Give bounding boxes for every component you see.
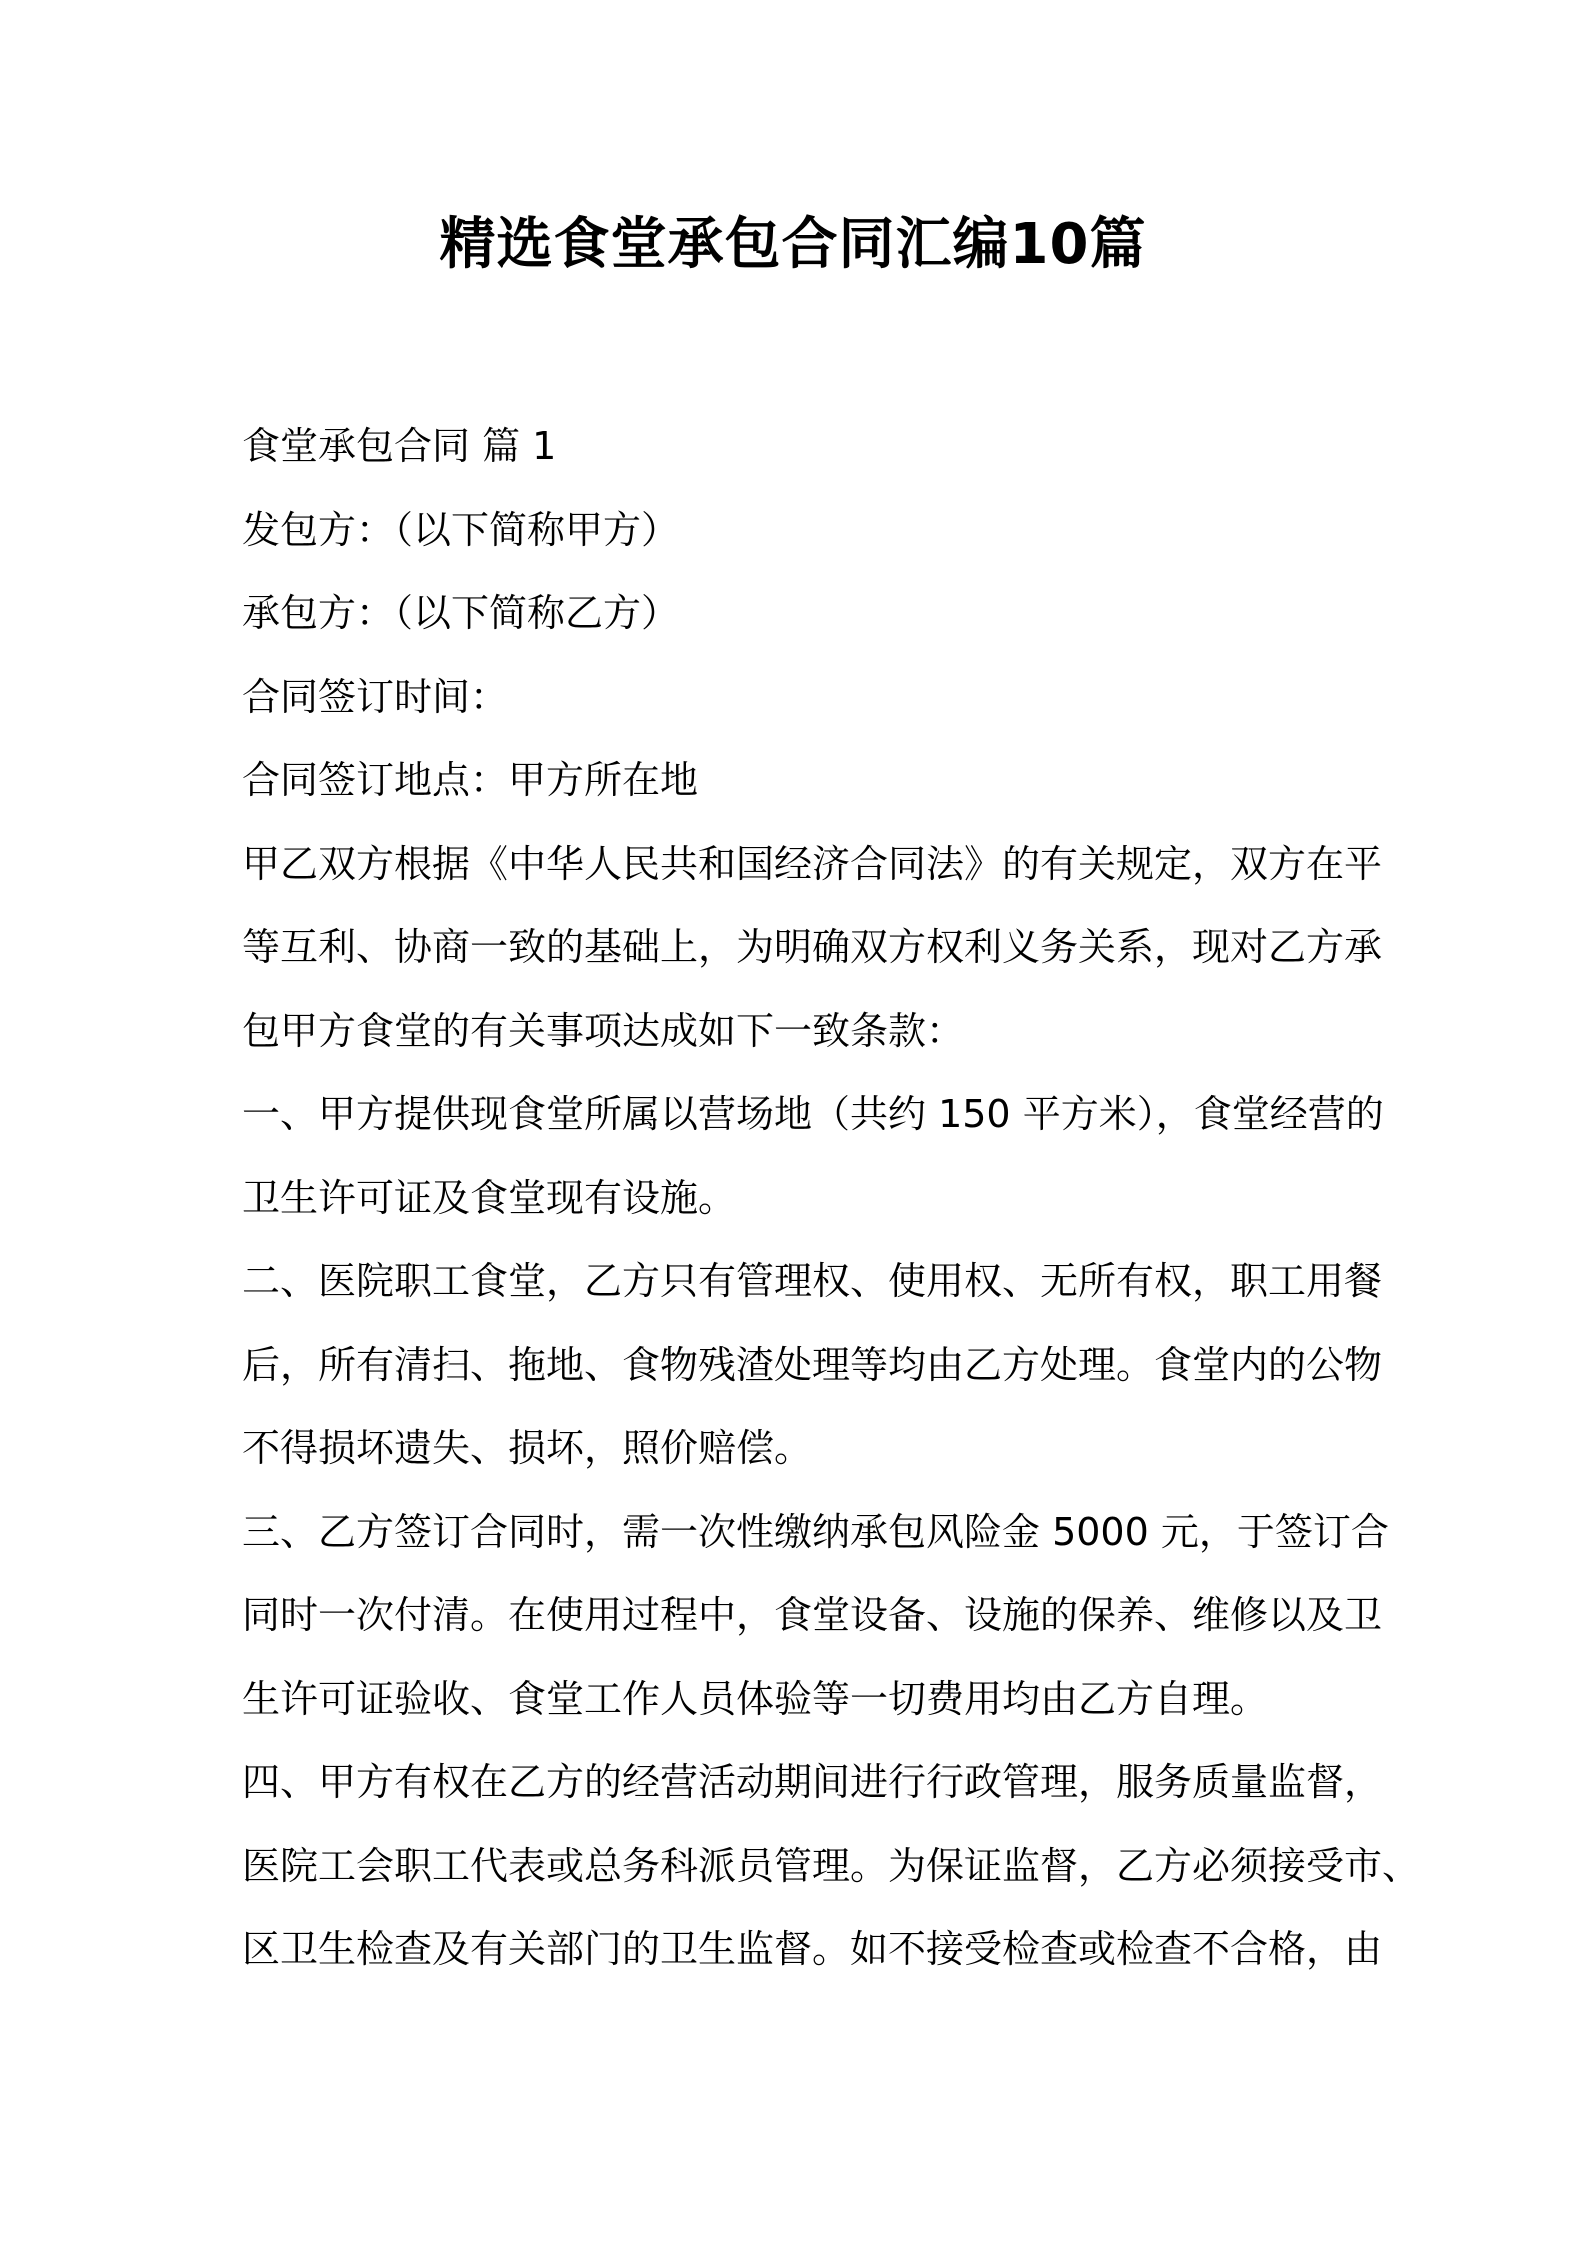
section-heading: 食堂承包合同 篇 1 bbox=[242, 424, 557, 468]
paragraph-line: 后，所有清扫、拖地、食物残渣处理等均由乙方处理。食堂内的公物 bbox=[242, 1342, 1383, 1387]
paragraph-line: 二、医院职工食堂，乙方只有管理权、使用权、无所有权，职工用餐 bbox=[242, 1259, 1383, 1303]
party-b-line: 承包方：（以下简称乙方） bbox=[242, 591, 680, 635]
paragraph-line: 医院工会职工代表或总务科派员管理。为保证监督，乙方必须接受市、 bbox=[242, 1843, 1421, 1888]
paragraph-line: 一、甲方提供现食堂所属以营场地（共约 150 平方米），食堂经营的 bbox=[242, 1092, 1384, 1136]
document-body bbox=[242, 405, 1421, 1992]
paragraph-line: 生许可证验收、食堂工作人员体验等一切费用均由乙方自理。 bbox=[242, 1676, 1269, 1721]
party-a-line: 发包方：（以下简称甲方） bbox=[242, 507, 680, 552]
document-title: 精选食堂承包合同汇编10篇 bbox=[439, 212, 1147, 277]
paragraph-line: 不得损坏遗失、损坏，照价赔偿。 bbox=[242, 1426, 813, 1470]
paragraph-line: 四、甲方有权在乙方的经营活动期间进行行政管理，服务质量监督， bbox=[242, 1760, 1383, 1804]
signing-place-line: 合同签订地点：甲方所在地 bbox=[242, 758, 699, 802]
paragraph-line: 等互利、协商一致的基础上，为明确双方权利义务关系，现对乙方承 bbox=[242, 925, 1383, 969]
paragraph-line: 同时一次付清。在使用过程中，食堂设备、设施的保养、维修以及卫 bbox=[242, 1593, 1383, 1637]
paragraph-line: 甲乙双方根据《中华人民共和国经济合同法》的有关规定，双方在平 bbox=[242, 841, 1383, 886]
paragraph-line: 三、乙方签订合同时，需一次性缴纳承包风险金 5000 元，于签订合 bbox=[242, 1509, 1389, 1554]
paragraph-line: 区卫生检查及有关部门的卫生监督。如不接受检查或检查不合格，由 bbox=[242, 1927, 1383, 1971]
signing-time-line: 合同签订时间： bbox=[242, 674, 509, 719]
paragraph-line: 卫生许可证及食堂现有设施。 bbox=[242, 1175, 737, 1220]
paragraph-line: 包甲方食堂的有关事项达成如下一致条款： bbox=[242, 1008, 965, 1053]
